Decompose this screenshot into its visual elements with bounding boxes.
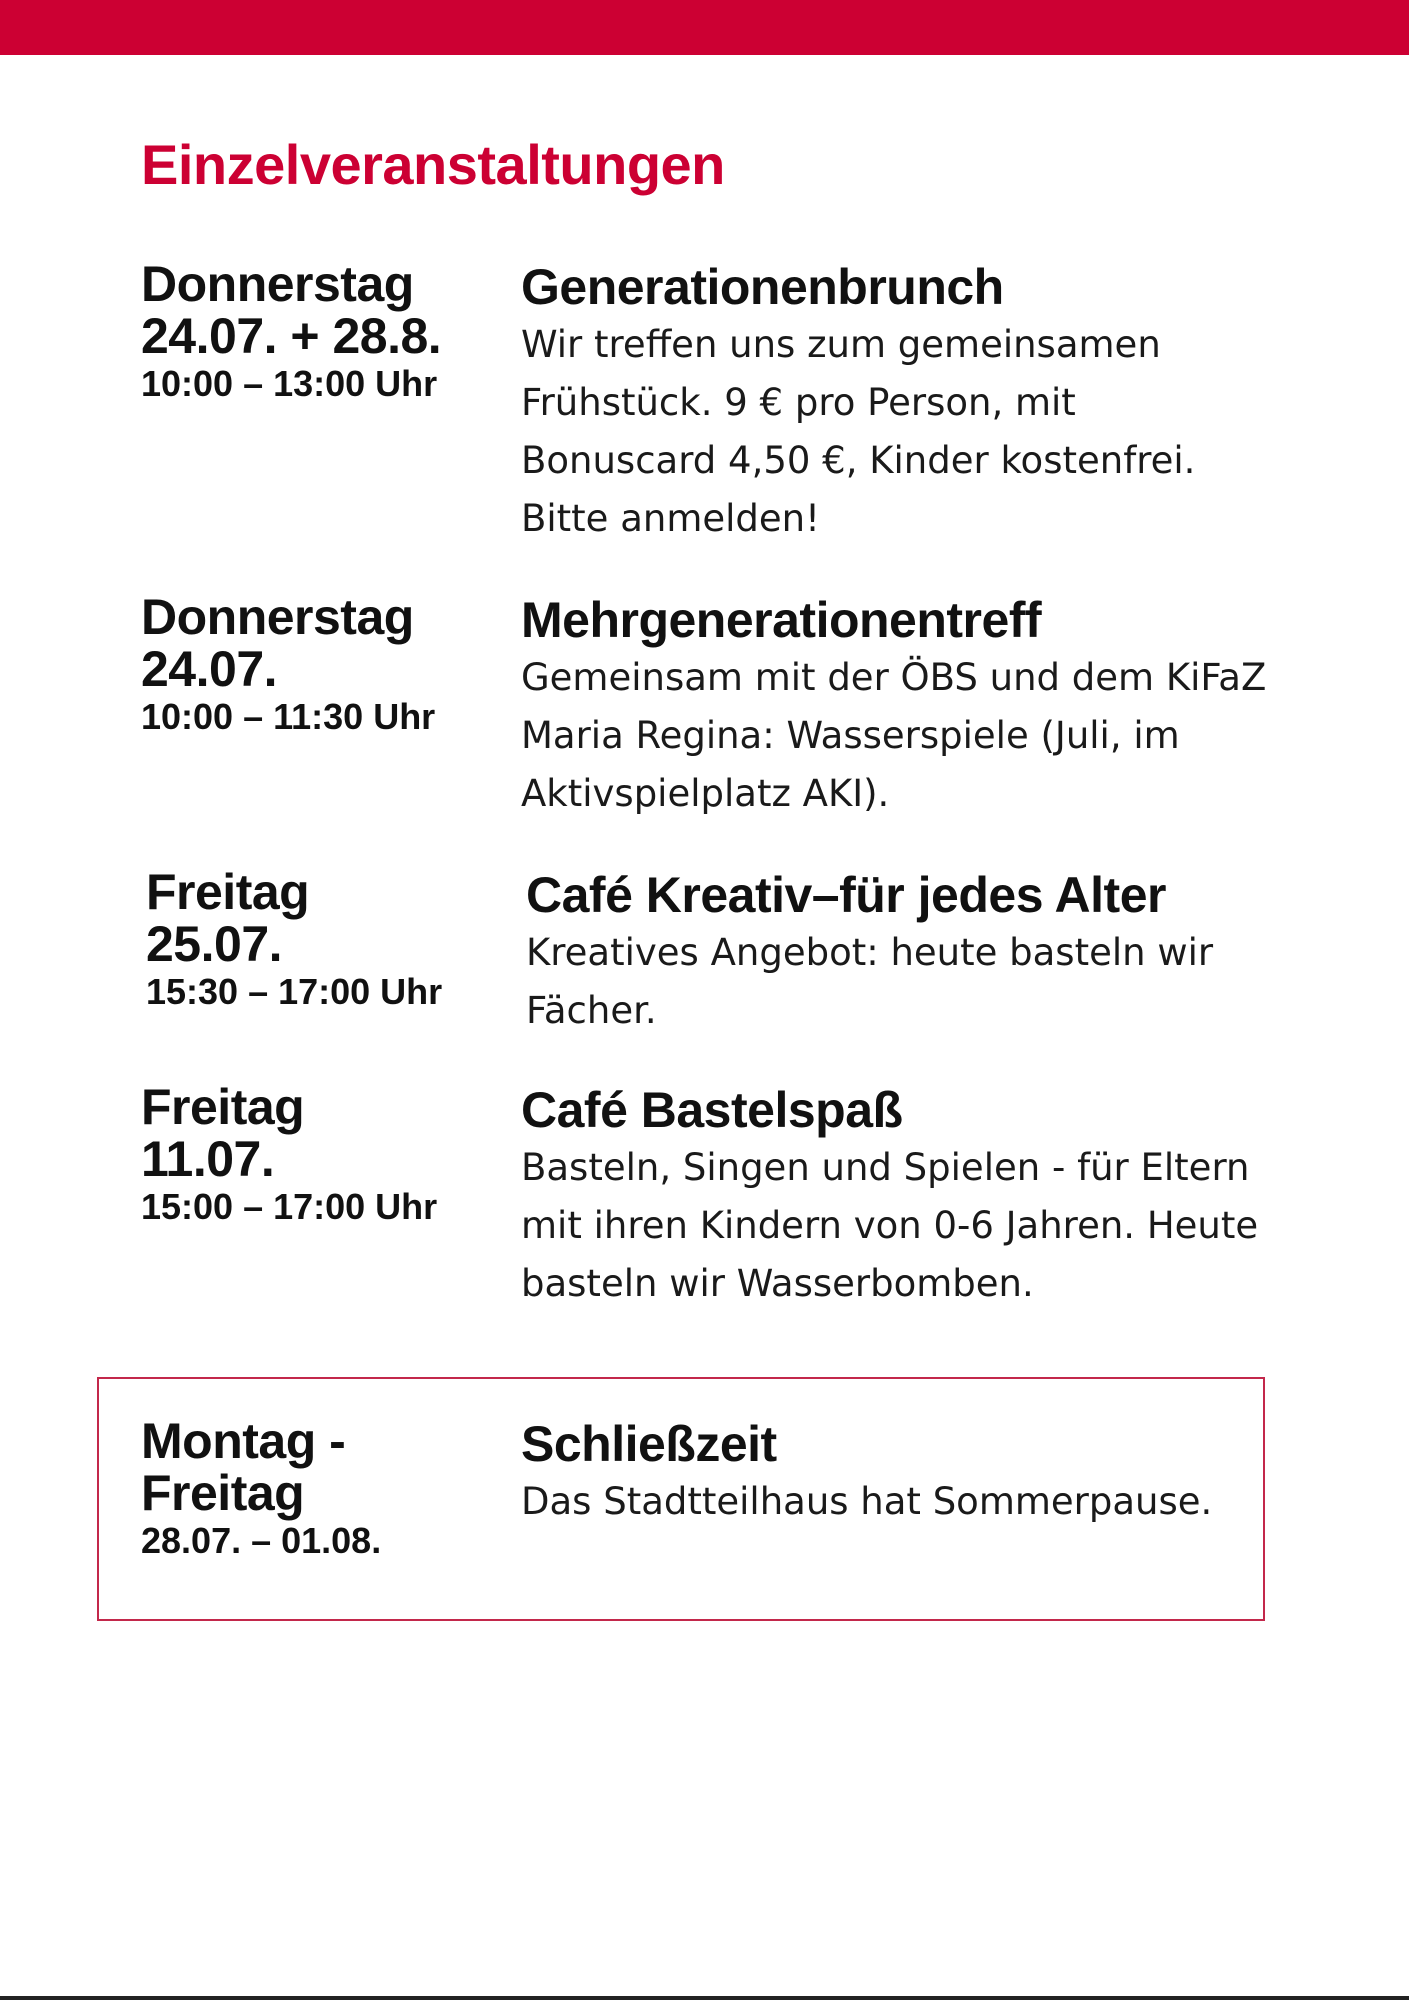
event-time: 10:00 – 11:30 Uhr <box>141 696 436 737</box>
event-date: 24.07. <box>141 641 278 697</box>
event-weekday: Montag - <box>141 1413 346 1469</box>
event-date-range: 28.07. – 01.08. <box>141 1520 382 1561</box>
event-date: 25.07. <box>146 916 283 972</box>
event-info-block <box>521 258 1281 548</box>
page-title: Einzelveranstaltungen <box>141 133 725 196</box>
event-date: 11.07. <box>141 1131 275 1187</box>
event-weekday: Freitag <box>141 1079 305 1135</box>
event-description: Wir treffen uns zum gemeinsamen Frühstück. 9 € pro Person, mit Bonuscard 4,50 €, Kinder kostenfrei. Bitte anmelden! <box>521 323 1196 540</box>
event-title: Schließzeit <box>521 1416 777 1472</box>
event-date-block <box>141 1081 491 1229</box>
event-title: Café Kreativ–für jedes Alter <box>526 867 1166 923</box>
event-weekday: Donnerstag <box>141 256 414 312</box>
event-date-block <box>141 1415 491 1563</box>
event-date-block <box>146 866 496 1014</box>
event-time: 10:00 – 13:00 Uhr <box>141 363 438 404</box>
event-title: Mehrgenerationentreff <box>521 592 1042 648</box>
event-description: Kreatives Angebot: heute basteln wir Fächer. <box>526 931 1214 1032</box>
event-weekday: Freitag <box>146 864 310 920</box>
event-time: 15:30 – 17:00 Uhr <box>146 971 443 1012</box>
event-weekday-end: Freitag <box>141 1465 305 1521</box>
event-description: Basteln, Singen und Spielen - für Eltern mit ihren Kindern von 0-6 Jahren. Heute basteln wir Wasserbomben. <box>521 1146 1259 1305</box>
event-description: Das Stadtteilhaus hat Sommerpause. <box>521 1480 1213 1523</box>
event-info-block <box>526 866 1286 1040</box>
event-description: Gemeinsam mit der ÖBS und dem KiFaZ Maria Regina: Wasserspiele (Juli, im Aktivspielplatz AKI). <box>521 656 1267 815</box>
event-time: 15:00 – 17:00 Uhr <box>141 1186 438 1227</box>
event-title: Café Bastelspaß <box>521 1082 903 1138</box>
bottom-border-line <box>0 1996 1409 2000</box>
event-title: Generationenbrunch <box>521 259 1004 315</box>
event-info-block <box>521 1415 1281 1531</box>
event-date-block <box>141 258 491 406</box>
event-weekday: Donnerstag <box>141 589 414 645</box>
event-date-block <box>141 591 491 739</box>
event-date: 24.07. + 28.8. <box>141 308 442 364</box>
event-info-block <box>521 591 1281 823</box>
top-accent-bar <box>0 0 1409 55</box>
event-info-block <box>521 1081 1281 1313</box>
